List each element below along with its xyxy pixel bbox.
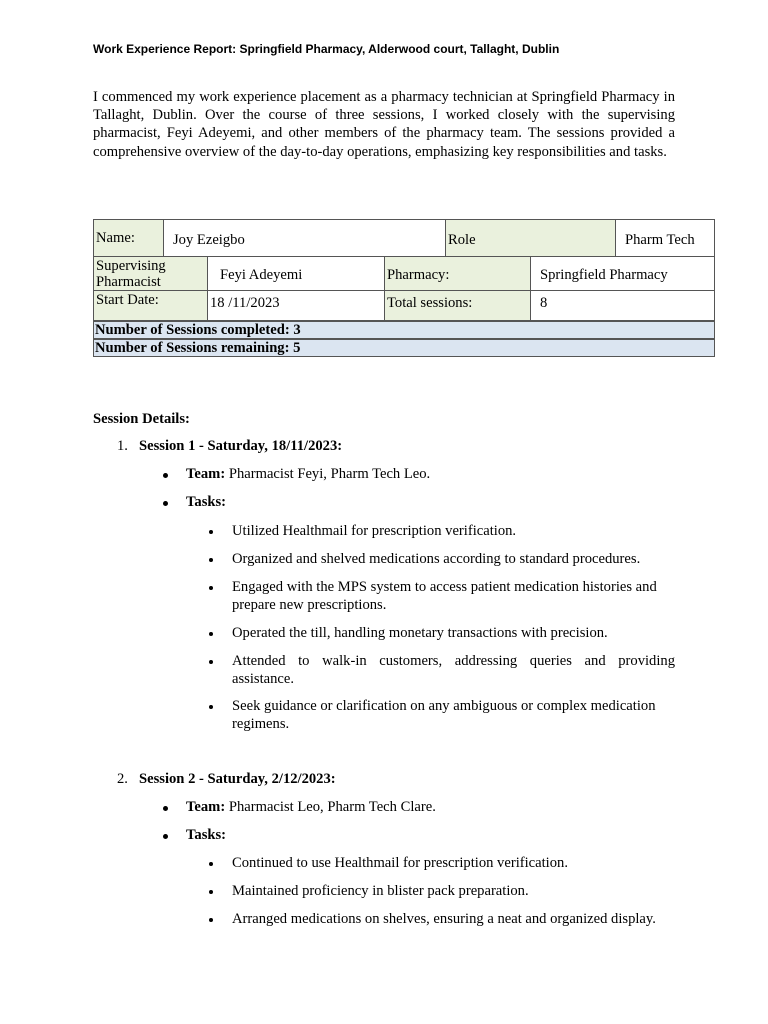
start-date-value: 18 /11/2023 <box>207 290 384 321</box>
bullet-icon <box>209 632 213 636</box>
bullet-icon <box>209 918 213 922</box>
bullet-icon <box>163 834 168 839</box>
name-label: Name: <box>93 219 163 257</box>
document-title: Work Experience Report: Springfield Pharmacy, Alderwood court, Tallaght, Dublin <box>93 42 560 56</box>
session-2-tasks-label: Tasks: <box>186 827 227 843</box>
bullet-icon <box>209 558 213 562</box>
session-1-number: 1. <box>117 438 128 454</box>
bullet-icon <box>209 660 213 664</box>
session-2-team: Team: Pharmacist Leo, Pharm Tech Clare. <box>186 799 436 815</box>
info-row-name <box>93 219 715 257</box>
bullet-icon <box>209 586 213 590</box>
session-2-task: Continued to use Healthmail for prescription verification. <box>232 855 568 871</box>
session-1-task: Attended to walk-in customers, addressing queries and providing assistance. <box>232 653 675 687</box>
supervising-label: Supervising Pharmacist <box>93 256 207 291</box>
pharmacy-value: Springfield Pharmacy <box>530 256 715 291</box>
session-1-task: Utilized Healthmail for prescription verification. <box>232 523 517 539</box>
session-2-task: Arranged medications on shelves, ensuring a neat and organized display. <box>232 911 656 927</box>
bullet-icon <box>163 501 168 506</box>
bullet-icon <box>209 890 213 894</box>
total-sessions-value: 8 <box>530 290 715 321</box>
session-1-task: Seek guidance or clarification on any ambiguous or complex medication regimens. <box>232 698 656 732</box>
sessions-completed: Number of Sessions completed: 3 <box>93 321 715 339</box>
bullet-icon <box>163 806 168 811</box>
bullet-icon <box>209 705 213 709</box>
session-1-tasks-label: Tasks: <box>186 494 227 510</box>
sessions-remaining: Number of Sessions remaining: 5 <box>93 339 715 357</box>
info-row-supervising <box>93 256 715 291</box>
total-sessions-label: Total sessions: <box>384 290 530 321</box>
role-value: Pharm Tech <box>615 219 715 257</box>
session-1-heading: Session 1 - Saturday, 18/11/2023: <box>139 438 343 454</box>
session-2-task: Maintained proficiency in blister pack preparation. <box>232 883 529 899</box>
bullet-icon <box>209 530 213 534</box>
info-row-start <box>93 290 715 321</box>
session-1-task: Organized and shelved medications according to standard procedures. <box>232 551 641 567</box>
intro-paragraph: I commenced my work experience placement as a pharmacy technician at Springfield Pharmacy in Tallaght, Dublin. Over the course of three sessions, I worked closely with the supervising pharmacist, Feyi Adeyemi, and other members of the pharmacy team. The sessions provided a comprehensive overview of the day-to-day operations, emphasizing key responsibilities and tasks. <box>93 89 675 160</box>
bullet-icon <box>209 862 213 866</box>
session-2-heading: Session 2 - Saturday, 2/12/2023: <box>139 771 336 787</box>
bullet-icon <box>163 473 168 478</box>
session-2-number: 2. <box>117 771 128 787</box>
session-details-heading: Session Details: <box>93 411 190 427</box>
session-1-task: Engaged with the MPS system to access patient medication histories and prepare new prescriptions. <box>232 579 657 613</box>
pharmacy-label: Pharmacy: <box>384 256 530 291</box>
role-label: Role <box>445 219 615 257</box>
session-1-team: Team: Pharmacist Feyi, Pharm Tech Leo. <box>186 466 431 482</box>
supervising-value: Feyi Adeyemi <box>207 256 384 291</box>
session-1-task: Operated the till, handling monetary transactions with precision. <box>232 625 608 641</box>
name-value: Joy Ezeigbo <box>163 219 445 257</box>
start-date-label: Start Date: <box>93 290 207 321</box>
